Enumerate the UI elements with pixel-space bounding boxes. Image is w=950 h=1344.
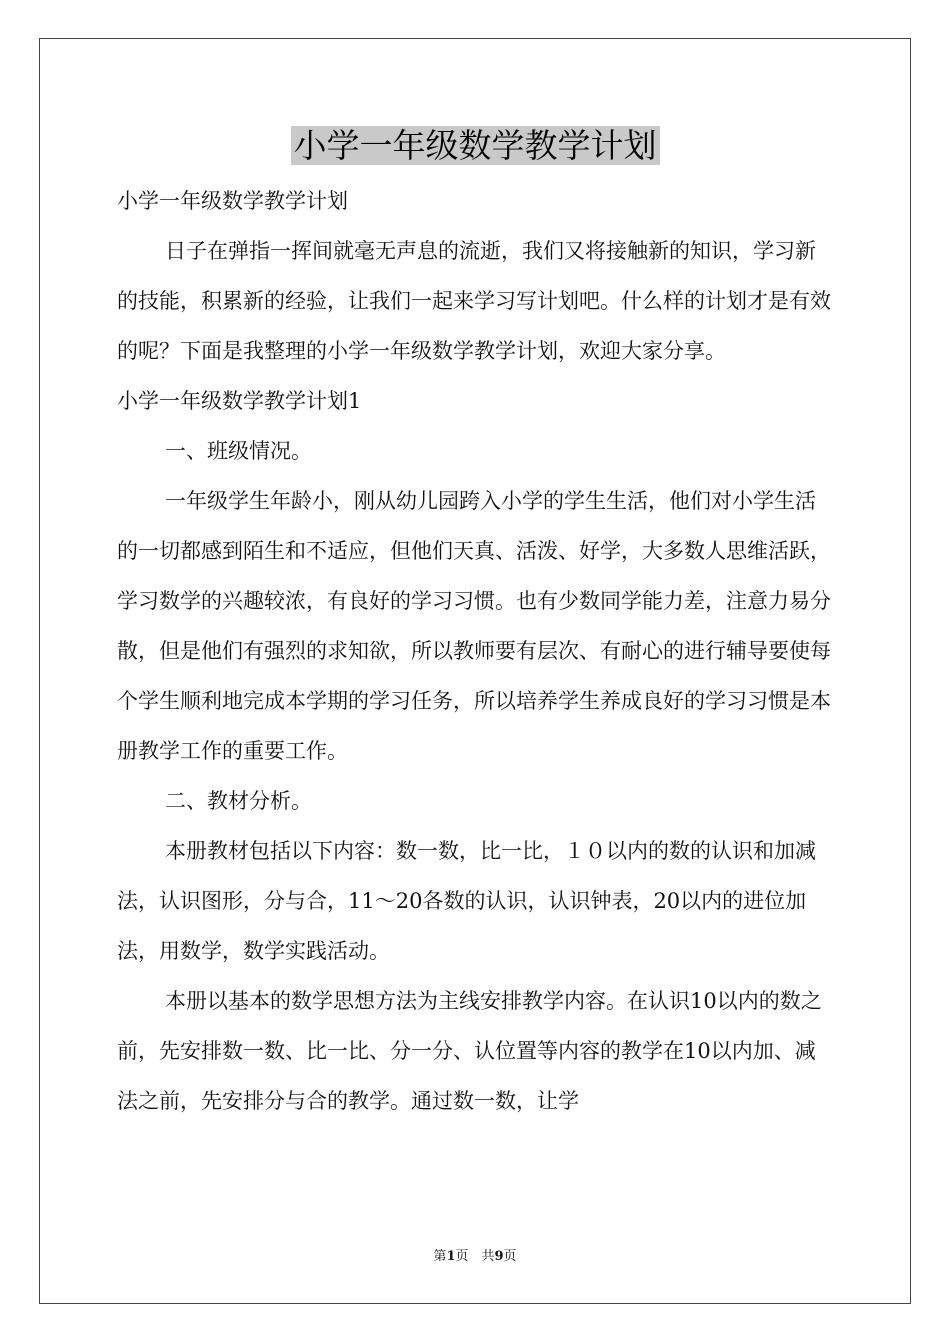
paragraph: 小学一年级数学教学计划1 xyxy=(117,389,362,413)
paragraph: 日子在弹指一挥间就毫无声息的流逝，我们又将接触新的知识，学习新的技能，积累新的经验，让我们一起来学习写计划吧。什么样的计划才是有效的呢？下面是我整理的小学一年级数学教学计划，欢迎大家分享。 xyxy=(117,239,831,363)
footer-prefix: 第 xyxy=(433,1249,447,1264)
footer-mid: 页 共 xyxy=(455,1249,495,1264)
document-title xyxy=(0,126,950,166)
paragraph: 本册以基本的数学思想方法为主线安排教学内容。在认识10以内的数之前，先安排数一数、比一比、分一分、认位置等内容的教学在10以内加、减法之前，先安排分与合的教学。通过数一数，让学 xyxy=(117,989,822,1113)
document-body xyxy=(117,176,833,1126)
footer-current-page: 1 xyxy=(446,1249,456,1264)
page-footer xyxy=(0,1245,950,1264)
paragraph: 一、班级情况。 xyxy=(165,439,312,463)
paragraph: 本册教材包括以下内容：数一数，比一比，１０以内的数的认识和加减法，认识图形，分与合，11～20各数的认识，认识钟表，20以内的进位加法，用数学，数学实践活动。 xyxy=(117,839,816,963)
footer-total-pages: 9 xyxy=(494,1249,504,1264)
footer-suffix: 页 xyxy=(503,1249,517,1264)
document-title-text: 小学一年级数学教学计划 xyxy=(291,126,660,165)
paragraph: 二、教材分析。 xyxy=(165,789,312,813)
paragraph: 小学一年级数学教学计划 xyxy=(117,189,348,213)
paragraph: 一年级学生年龄小，刚从幼儿园跨入小学的学生生活，他们对小学生活的一切都感到陌生和不适应，但他们天真、活泼、好学，大多数人思维活跃，学习数学的兴趣较浓，有良好的学习习惯。也有少数同学能力差，注意力易分散，但是他们有强烈的求知欲，所以教师要有层次、有耐心的进行辅导要使每个学生顺利地完成本学期的学习任务，所以培养学生养成良好的学习习惯是本册教学工作的重要工作。 xyxy=(117,489,831,763)
